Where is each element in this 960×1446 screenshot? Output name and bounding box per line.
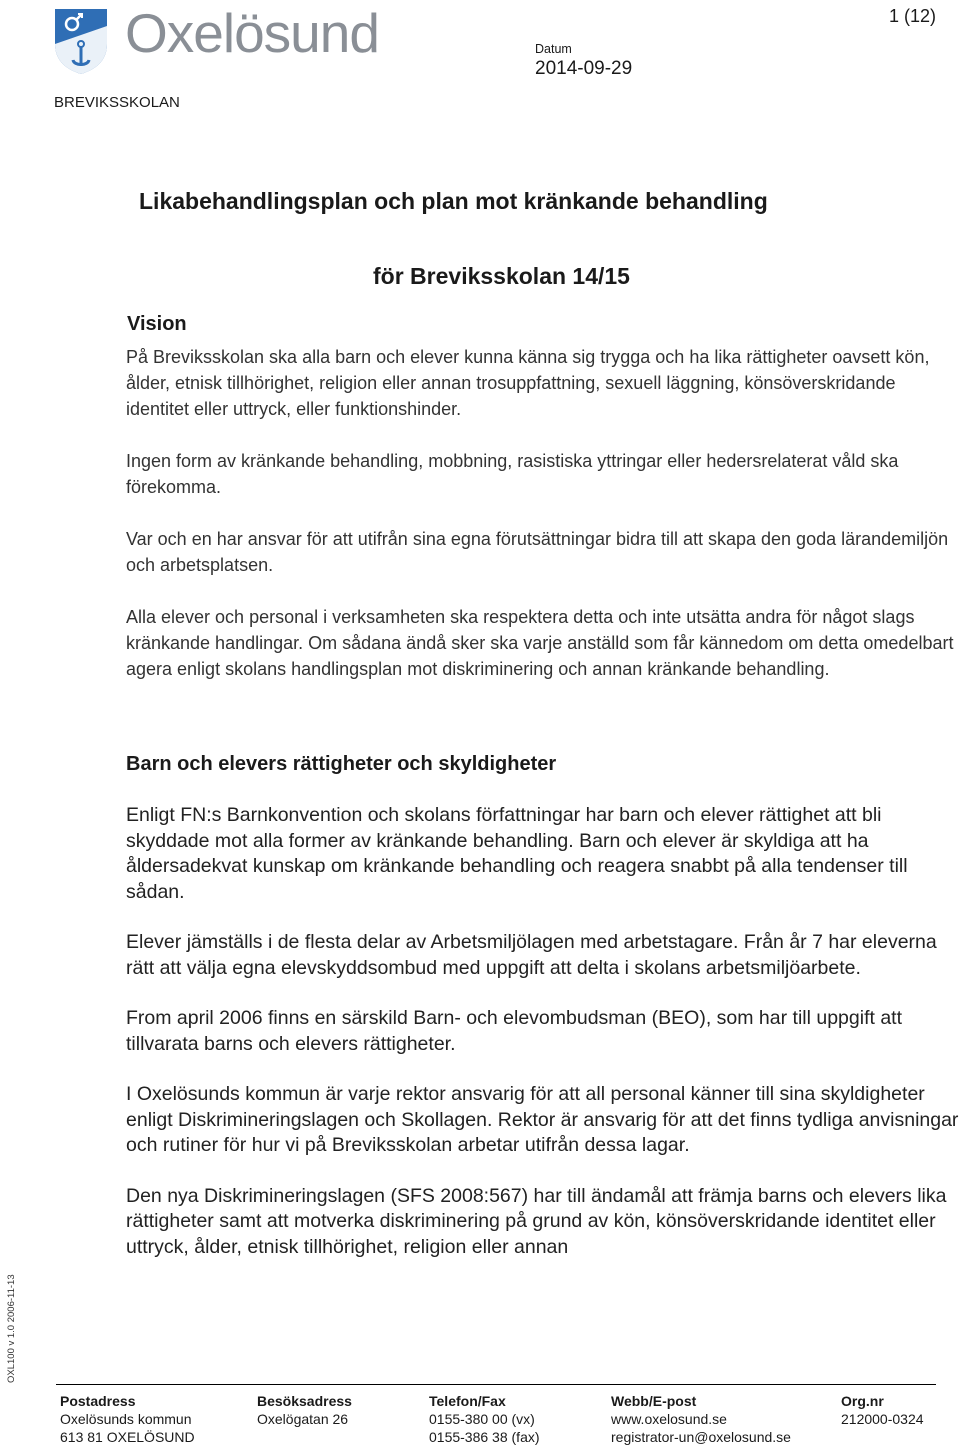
footer-line: Oxelösunds kommun (60, 1411, 192, 1427)
form-version-code: OXL100 v 1.0 2006-11-13 (6, 1274, 17, 1383)
footer-heading: Besöksadress (257, 1393, 352, 1409)
document-subtitle: för Breviksskolan 14/15 (373, 263, 630, 289)
rights-section (126, 803, 960, 1285)
footer-webb (611, 1392, 791, 1446)
municipality-shield-icon (52, 6, 110, 76)
footer-line: www.oxelosund.se (611, 1411, 727, 1427)
footer-heading: Telefon/Fax (429, 1393, 506, 1409)
rights-heading: Barn och elevers rättigheter och skyldigheter (126, 753, 557, 775)
vision-paragraph: Alla elever och personal i verksamheten ska respektera detta och inte utsätta andra för något slags kränkande handlingar. Om sådana ändå sker ska varje anställd som får kännedom om detta omedelbart agera enligt skolans handlingsplan mot diskriminering och annan kränkande behandling. (126, 607, 954, 679)
footer-line: 613 81 OXELÖSUND (60, 1429, 195, 1445)
vision-heading: Vision (127, 313, 187, 335)
footer-postadress (60, 1392, 195, 1446)
footer-heading: Webb/E-post (611, 1393, 697, 1409)
footer-line: 0155-386 38 (fax) (429, 1429, 540, 1445)
municipality-logo-text: Oxelösund (125, 2, 379, 64)
date-value: 2014-09-29 (535, 58, 633, 79)
vision-section (126, 344, 958, 708)
vision-paragraph: Var och en har ansvar för att utifrån sina egna förutsättningar bidra till att skapa den goda lärandemiljön och arbetsplatsen. (126, 529, 949, 575)
rights-paragraph: Den nya Diskrimineringslagen (SFS 2008:567) har till ändamål att främja barns och elevers lika rättigheter samt att motverka diskriminering på grund av kön, könsöverskridande identitet eller uttryck, ålder, etnisk tillhörighet, religion eller annan (126, 1184, 947, 1258)
page-number: 1 (12) (888, 6, 936, 26)
date-label: Datum (535, 42, 572, 56)
footer-divider (56, 1384, 936, 1385)
school-name: BREVIKSSKOLAN (54, 94, 180, 111)
vision-paragraph: Ingen form av kränkande behandling, mobbning, rasistiska yttringar eller hedersrelaterat våld ska förekomma. (126, 451, 899, 497)
footer-heading: Postadress (60, 1393, 136, 1409)
rights-paragraph: I Oxelösunds kommun är varje rektor ansvarig för att all personal känner till sina skyldigheter enligt Diskrimineringslagen och Skollagen. Rektor är ansvarig för att det finns tydliga anvisningar och rutiner för hur vi på Breviksskolan arbetar utifrån dessa lagar. (126, 1083, 959, 1156)
footer-besoksadress (257, 1392, 352, 1428)
footer-orgnr (841, 1392, 924, 1428)
rights-paragraph: From april 2006 finns en särskild Barn- och elevombudsman (BEO), som har till uppgift att tillvarata barns och elevers rättigheter. (126, 1007, 903, 1055)
document-title: Likabehandlingsplan och plan mot kränkande behandling (139, 188, 768, 214)
vision-paragraph: På Breviksskolan ska alla barn och elever kunna känna sig trygga och ha lika rättigheter oavsett kön, ålder, etnisk tillhörighet, religion eller annan trosuppfattning, sexuell läggning, könsöverskridande identitet eller uttryck, eller funktionshinder. (126, 347, 930, 419)
footer-line: registrator-un@oxelosund.se (611, 1429, 791, 1445)
footer-heading: Org.nr (841, 1393, 884, 1409)
footer-telefon (429, 1392, 540, 1446)
footer-line: 0155-380 00 (vx) (429, 1411, 535, 1427)
rights-paragraph: Elever jämställs i de flesta delar av Arbetsmiljölagen med arbetstagare. Från år 7 har eleverna rätt att välja egna elevskyddsombud med uppgift att delta i skolans arbetsmiljöarbete. (126, 931, 937, 979)
footer-line: Oxelögatan 26 (257, 1411, 349, 1427)
footer-line: 212000-0324 (841, 1411, 924, 1427)
rights-paragraph: Enligt FN:s Barnkonvention och skolans författningar har barn och elever rättighet att bli skyddade mot alla former av kränkande behandling. Barn och elever är skyldiga att ha åldersadekvat kunskap om kränkande behandling och reagera snabbt på alla tendenser till sådan. (126, 804, 908, 903)
